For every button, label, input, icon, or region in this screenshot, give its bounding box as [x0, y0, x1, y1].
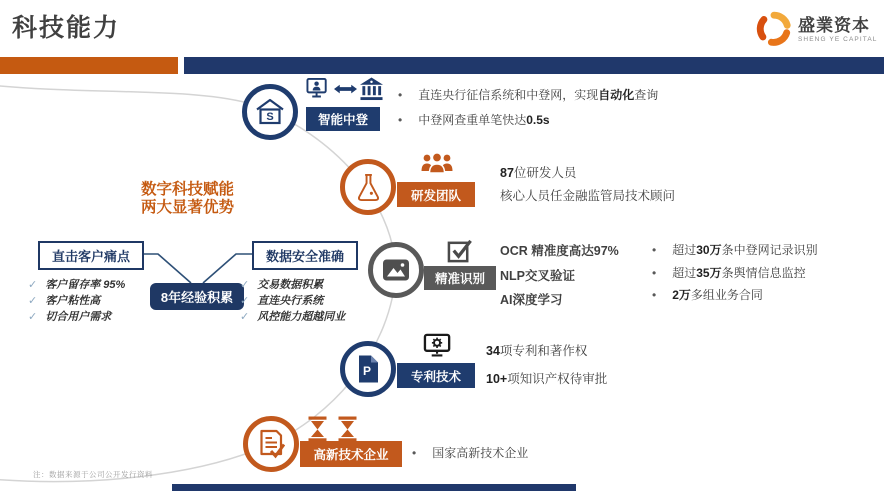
document-p-icon	[355, 354, 381, 384]
node-circle-smart-registry	[242, 84, 298, 140]
checkbox-icon	[447, 238, 473, 264]
hourglass-icon	[336, 416, 359, 442]
list-item: ✓ 风控能力超越同业	[240, 311, 346, 323]
bullet-icon: •	[652, 288, 657, 302]
team-people-icon	[419, 149, 455, 177]
list-item: ✓ 客户留存率 95%	[28, 279, 126, 291]
headline-line2: 两大显著优势	[141, 199, 235, 216]
terminal-user-icon	[306, 77, 331, 101]
check-icon: ✓	[28, 279, 38, 291]
feature-line: OCR 精准度高达97%	[500, 244, 619, 258]
bank-icon	[360, 77, 383, 101]
chip-hightech: 高新技术企业	[300, 441, 402, 467]
bullet-item: • 超过35万条舆情信息监控	[652, 266, 806, 280]
bullet-icon: •	[398, 88, 403, 102]
list-item: ✓ 交易数据积累	[240, 279, 324, 291]
check-icon: ✓	[28, 295, 38, 307]
text-line: 34项专利和著作权	[486, 344, 588, 358]
bullet-icon: •	[652, 243, 657, 257]
bullet-item: • 超过30万条中登网记录识别	[652, 243, 818, 257]
document-check-icon	[257, 429, 285, 459]
svg-text:P: P	[362, 364, 372, 378]
registry-flow-icons	[306, 77, 383, 101]
node-circle-recognition	[368, 242, 424, 298]
headline-line1: 数字科技赋能	[141, 181, 235, 198]
node-circle-hightech	[243, 416, 299, 472]
text-line: 核心人员任金融监管局技术顾问	[500, 189, 676, 203]
bullet-icon: •	[412, 446, 417, 460]
hourglass-icons	[306, 416, 359, 442]
feature-line: AI深度学习	[500, 293, 563, 307]
data-accuracy-list	[240, 277, 358, 325]
bullet-item: • 国家高新技术企业	[412, 446, 529, 460]
check-icon: ✓	[240, 279, 250, 291]
header-bar-orange	[0, 57, 178, 74]
logo-swirl-icon	[756, 9, 792, 49]
logo	[756, 9, 878, 49]
logo-name: 盛業资本	[798, 15, 870, 35]
data-accuracy-box: 数据安全准确	[252, 241, 358, 270]
text-line: 10+项知识产权待审批	[486, 372, 608, 386]
experience-badge: 8年经验积累	[150, 283, 244, 310]
chip-smart-registry: 智能中登	[306, 107, 380, 131]
bullet-icon: •	[398, 113, 403, 127]
page-title: 科技能力	[12, 14, 121, 42]
image-icon	[381, 255, 411, 285]
source-note: 注：数据来源于公司公开发行资料	[33, 470, 153, 479]
bullet-icon: •	[652, 266, 657, 280]
flask-icon	[355, 173, 382, 202]
pain-point-list	[28, 277, 125, 325]
node-circle-rd-team	[340, 159, 396, 215]
check-icon: ✓	[240, 295, 250, 307]
house-s-icon	[255, 97, 285, 127]
chip-rd-team: 研发团队	[397, 182, 475, 207]
chip-recognition: 精准识别	[424, 266, 496, 290]
svg-text:S: S	[266, 111, 274, 123]
connector-left	[140, 254, 191, 283]
advantages-headline	[141, 181, 234, 217]
list-item: ✓ 切合用户需求	[28, 311, 112, 323]
list-item: ✓ 客户粘性高	[28, 295, 101, 307]
pain-point-box: 直击客户痛点	[38, 241, 144, 270]
list-item: ✓ 直连央行系统	[240, 295, 324, 307]
bullet-item: • 中登网查重单笔快达0.5s	[398, 113, 550, 127]
bullet-item: • 直连央行征信系统和中登网，实现自动化查询	[398, 88, 659, 102]
check-icon: ✓	[240, 311, 250, 323]
node-circle-patent	[340, 341, 396, 397]
check-icon: ✓	[28, 311, 38, 323]
text-line: 87位研发人员	[500, 166, 577, 180]
hourglass-icon	[306, 416, 329, 442]
monitor-gear-icon	[423, 333, 454, 359]
chip-patent: 专利技术	[397, 363, 475, 388]
feature-line: NLP交叉验证	[500, 269, 576, 283]
footer-bar-navy	[172, 484, 576, 491]
bullet-item: • 2万多组业务合同	[652, 288, 763, 302]
double-arrow-icon	[334, 84, 357, 94]
logo-tagline: SHENG YE CAPITAL	[798, 35, 878, 43]
header-bar-navy	[184, 57, 884, 74]
